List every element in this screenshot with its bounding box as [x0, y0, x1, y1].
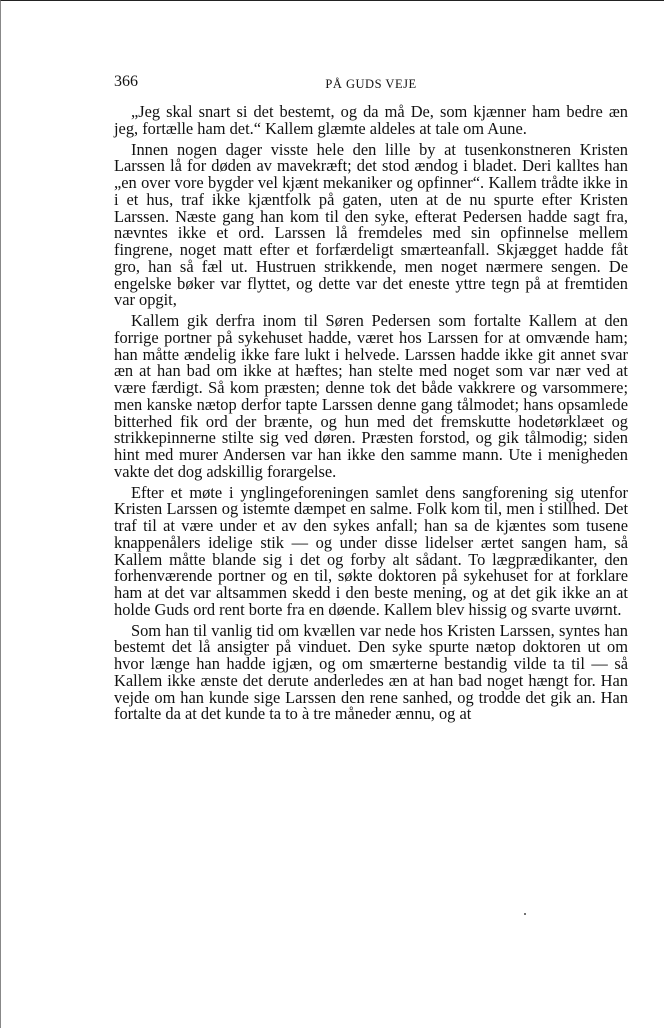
paragraph: Innen nogen dager visste hele den lille by at tusenkonstneren Kristen Larssen lå for døden av mavekræft; det stod ændog i bladet. Deri kalltes han „en over vore bygder vel kjænt mekaniker og opfinner“. Kallem trådte ikke in i et hus, traf ikke kjæntfolk på gaten, uten at de nu spurte efter Kristen Larssen. Næste gang han kom til den syke, efterat Pedersen hadde sagt fra, nævntes ikke et ord. Larssen lå fremdeles med sin opfinnelse mellem fingrene, noget matt efter et forfærdeligt smærteanfall. Skjægget hadde fåt gro, han så fæl ut. Hustruen strikkende, men noget nærmere sengen. De engelske bøker var flyttet, og dette var det eneste yttre tegn på at fremtiden var opgit, [114, 139, 628, 310]
body-text [114, 104, 628, 727]
page-header [114, 73, 628, 93]
paragraph: Efter et møte i ynglingeforeningen samlet dens sangforening sig utenfor Kristen Larssen og istemte dæmpet en salme. Folk kom til, men i stillhed. Det traf til at være under et av den sykes anfall; han sa de kjæntes som tusene knappenålers idelige stik — og under disse lidelser ærtet sangen ham, så Kallem måtte blande sig i det og forby alt sådant. To lægprædikanter, den forhenværende portner og en til, søkte doktoren på sykehuset for at forklare ham at det var altsammen skedd i den beste mening, og at det gik ikke an at holde Guds ord rent borte fra en døende. Kallem blev hissig og svarte uvørnt. [114, 482, 628, 619]
paragraph: „Jeg skal snart si det bestemt, og da må De, som kjænner ham bedre æn jeg, fortælle ham det.“ Kallem glæmte aldeles at tale om Aune. [114, 102, 628, 138]
page-number: 366 [114, 73, 138, 90]
running-title: PÅ GUDS VEJE [325, 77, 417, 91]
paragraph: Som han til vanlig tid om kvællen var nede hos Kristen Larssen, syntes han bestemt det lå ansigter på vinduet. Den syke spurte nætop doktoren ut om hvor længe han hadde igjæn, og om smærterne bestandig vilde ta til — så Kallem ikke ænste det derute anderledes æn at han bad noget hængt for. Han vejde om han kunde sige Larssen den rene sanhed, og trodde det gik an. Han fortalte da at det kunde ta to à tre måneder ænnu, og at [114, 620, 628, 724]
paragraph: Kallem gik derfra inom til Søren Pedersen som fortalte Kallem at den forrige portner på sykehuset hadde, været hos Larssen for at omvænde ham; han måtte ændelig ikke fare lukt i helvede. Larssen hadde ikke git annet svar æn at han bad om ikke at hæftes; han stelte med noget som var nær ved at være færdigt. Så kom præsten; denne tok det både vakkrere og varsommere; men kanske nætop derfor tapte Larssen denne gang tålmodet; hans opsamlede bitterhed fik ord der brænte, og hun med det fremskutte hodetørklæet og strikkepinnerne stilte sig ved døren. Præsten forstod, og gik tålmodig; siden hint med murer Andersen var han ikke den samme mann. Ute i menigheden vakte det dog adskillig forargelse. [114, 311, 628, 481]
print-speck [524, 913, 526, 915]
